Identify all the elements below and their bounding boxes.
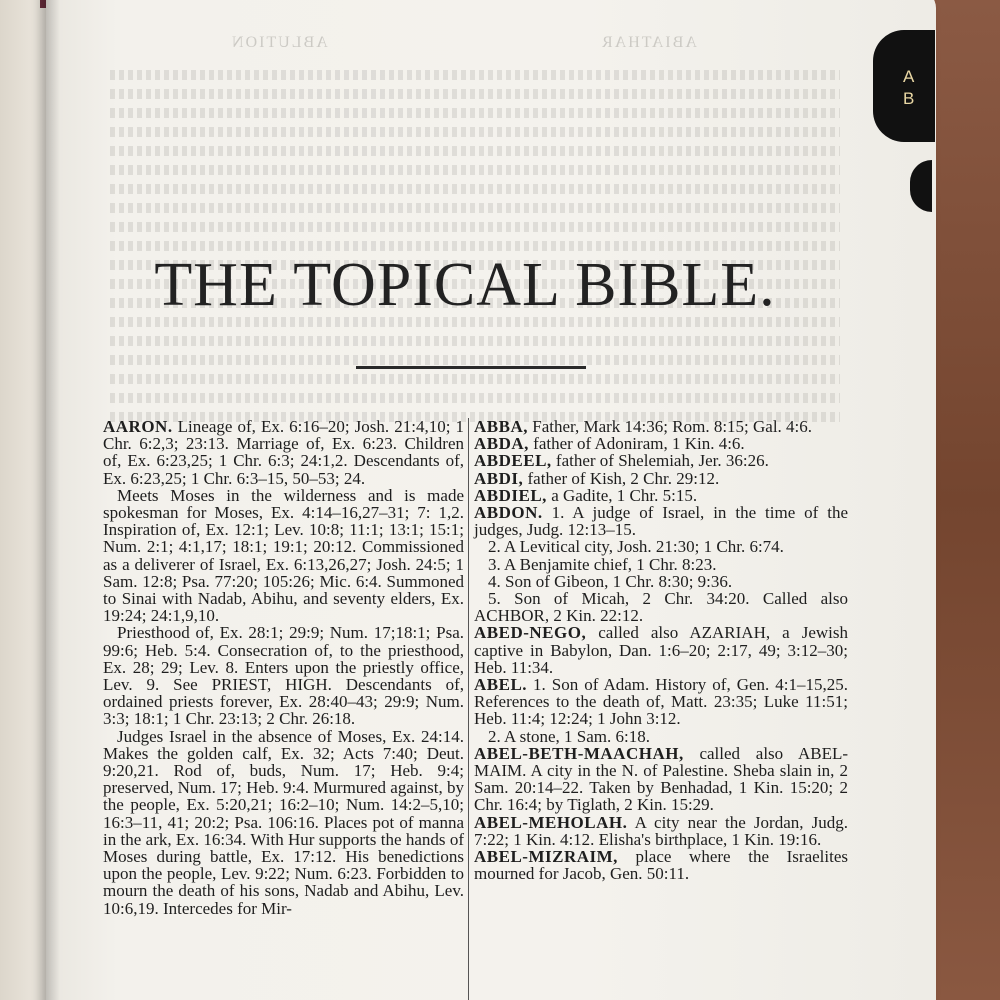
dictionary-entry (474, 556, 848, 573)
entry-headword: AARON. (103, 417, 173, 436)
show-through-line (110, 184, 840, 194)
show-through-line (110, 89, 840, 99)
dictionary-entry (474, 470, 848, 487)
entry-text: father of Adoniram, 1 Kin. 4:6. (528, 434, 745, 454)
show-through-text (110, 30, 840, 450)
entry-headword: ABEL-MEHOLAH. (474, 812, 628, 832)
dictionary-entry (474, 624, 848, 676)
dictionary-entry (474, 745, 848, 814)
entry-headword: ABDIEL, (474, 485, 547, 505)
entry-headword: ABDON. (474, 503, 543, 523)
entry-text: Judges Israel in the absence of Moses, Ex. 24:14. Makes the golden calf, Ex. 32; Acts 7:40; Deut. 9:20,21. Rod of, buds, Num. 17; Heb. 9:4; preserved, Num. 17; Heb. 9:4. Murmured against, by the people, Ex. 5:20,21; 16:2–10; Num. 14:2–5,10; 16:3–11, 41; 20:2; Psa. 106:16. Places pot of manna in the ark, Ex. 16:34. With Hur supports the hands of Moses during battle, Ex. 17:12. His benedictions upon the people, Lev. 9:22; Num. 6:23. Forbidden to mourn the death of his sons, Nadab and Abihu, Lev. 10:6,19. Intercedes for Mir- (103, 726, 464, 918)
entry-headword: ABEL-BETH-MAACHAH, (474, 743, 684, 763)
entry-headword: ABEL. (474, 675, 528, 695)
entry-text: Father, Mark 14:36; Rom. 8:15; Gal. 4:6. (527, 417, 813, 436)
dictionary-entry (474, 728, 848, 745)
dictionary-entry (103, 487, 464, 625)
entry-headword: ABEL-MIZRAIM, (474, 847, 618, 867)
entry-text: called also ABEL-MAIM. A city in the N. of Palestine. Sheba slain in, 2 Sam. 20:14–22. Taken by Benhadad, 1 Kin. 15:20; 2 Chr. 16:4; by Tiglath, 2 Kin. 15:29. (474, 743, 848, 815)
entry-text: 1. Son of Adam. History of, Gen. 4:1–15,25. References to the death of, Matt. 23:35; Luke 11:51; Heb. 11:4; 12:24; 1 John 3:12. (474, 675, 848, 729)
entry-text: 2. A Levitical city, Josh. 21:30; 1 Chr. 6:74. (488, 537, 784, 557)
thumb-tab-letter-b: B (903, 89, 915, 108)
dictionary-entry (103, 728, 464, 917)
dictionary-entry (474, 418, 848, 435)
entry-text: called also AZARIAH, a Jewish captive in Babylon, Dan. 1:6–20; 2:17, 49; 3:12–30; Heb. 11:34. (474, 623, 848, 677)
dictionary-entry (474, 848, 848, 882)
show-through-line (110, 355, 840, 365)
right-column (474, 418, 848, 882)
show-through-line (110, 146, 840, 156)
entry-text: 3. A Benjamite chief, 1 Chr. 8:23. (488, 554, 717, 574)
column-divider (468, 418, 469, 1000)
entry-text: Lineage of, Ex. 6:16–20; Josh. 21:4,10; 1 Chr. 6:2,3; 23:13. Marriage of, Ex. 6:23. Children of, Ex. 6:23,25; 1 Chr. 6:3; 24:1,2. Descendants of, Ex. 6:23,25; 1 Chr. 6:3–15, 50–53; 24. (103, 417, 464, 488)
show-through-line (110, 393, 840, 403)
entry-headword: ABDI, (474, 468, 524, 488)
dictionary-entry (474, 435, 848, 452)
entry-text: a Gadite, 1 Chr. 5:15. (546, 485, 698, 505)
page-gutter-shadow (46, 0, 60, 1000)
show-through-line (110, 374, 840, 384)
show-through-header-left: ABLUTION (230, 34, 328, 51)
entry-text: 5. Son of Micah, 2 Chr. 34:20. Called also ACHBOR, 2 Kin. 22:12. (474, 589, 848, 626)
dictionary-entry (103, 624, 464, 727)
dictionary-entry (474, 452, 848, 469)
show-through-line (110, 165, 840, 175)
dictionary-entry (474, 590, 848, 624)
title-rule (356, 366, 586, 369)
entry-text: 2. A stone, 1 Sam. 6:18. (488, 726, 650, 746)
entry-headword: ABED-NEGO, (474, 623, 587, 643)
entry-text: place where the Israelites mourned for Jacob, Gen. 50:11. (474, 847, 848, 884)
entry-text: 1. A judge of Israel, in the time of the judges, Judg. 12:13–15. (474, 503, 848, 540)
page-title: THE TOPICAL BIBLE. (154, 251, 776, 319)
entry-headword: ABBA, (474, 417, 528, 436)
thumb-tab-letter-a: A (903, 67, 915, 86)
dictionary-entry (474, 538, 848, 555)
show-through-line (110, 336, 840, 346)
show-through-line (110, 108, 840, 118)
dictionary-entry (103, 418, 464, 487)
dictionary-entry (474, 504, 848, 538)
entry-text: 4. Son of Gibeon, 1 Chr. 8:30; 9:36. (488, 571, 733, 591)
dictionary-entry (474, 676, 848, 728)
left-column (103, 418, 464, 917)
show-through-header-right: ABIATHAR (600, 34, 697, 51)
entry-text: Meets Moses in the wilderness and is made spokesman for Moses, Ex. 4:14–16,27–31; 7: 1,2. Inspiration of, Ex. 12:1; Lev. 10:8; 11:1; 13:1; 15:1; Num. 2:1; 4:1,17; 18:1; 19:1; 20:12. Commissioned as a deliverer of Israel, Ex. 6:13,26,27; Josh. 24:5; 1 Sam. 12:8; Psa. 77:20; 105:26; Mic. 6:4. Summoned to Sinai with Nadab, Abihu, and seventy elders, Ex. 19:24; 24:1,9,10. (103, 485, 464, 626)
dictionary-entry (474, 573, 848, 590)
dictionary-entry (474, 487, 848, 504)
entry-text: father of Shelemiah, Jer. 36:26. (551, 451, 769, 471)
show-through-line (110, 70, 840, 80)
entry-text: father of Kish, 2 Chr. 29:12. (523, 468, 720, 488)
entry-headword: ABDEEL, (474, 451, 552, 471)
dictionary-entry (474, 814, 848, 848)
show-through-line (110, 127, 840, 137)
entry-text: A city near the Jordan, Judg. 7:22; 1 Kin. 4:12. Elisha's birthplace, 1 Kin. 19:16. (474, 812, 848, 849)
show-through-line (110, 203, 840, 213)
entry-text: Priesthood of, Ex. 28:1; 29:9; Num. 17;18:1; Psa. 99:6; Heb. 5:4. Consecration of, to the priesthood, Ex. 28; 29; Lev. 8. Enters upon the priestly office, Lev. 9. See PRIEST, HIGH. Descendants of, ordained priests forever, Ex. 28:40–43; 29:9; Num. 3:3; 18:1; 1 Chr. 23:13; 2 Chr. 26:18. (103, 623, 464, 729)
entry-headword: ABDA, (474, 434, 529, 454)
show-through-line (110, 222, 840, 232)
